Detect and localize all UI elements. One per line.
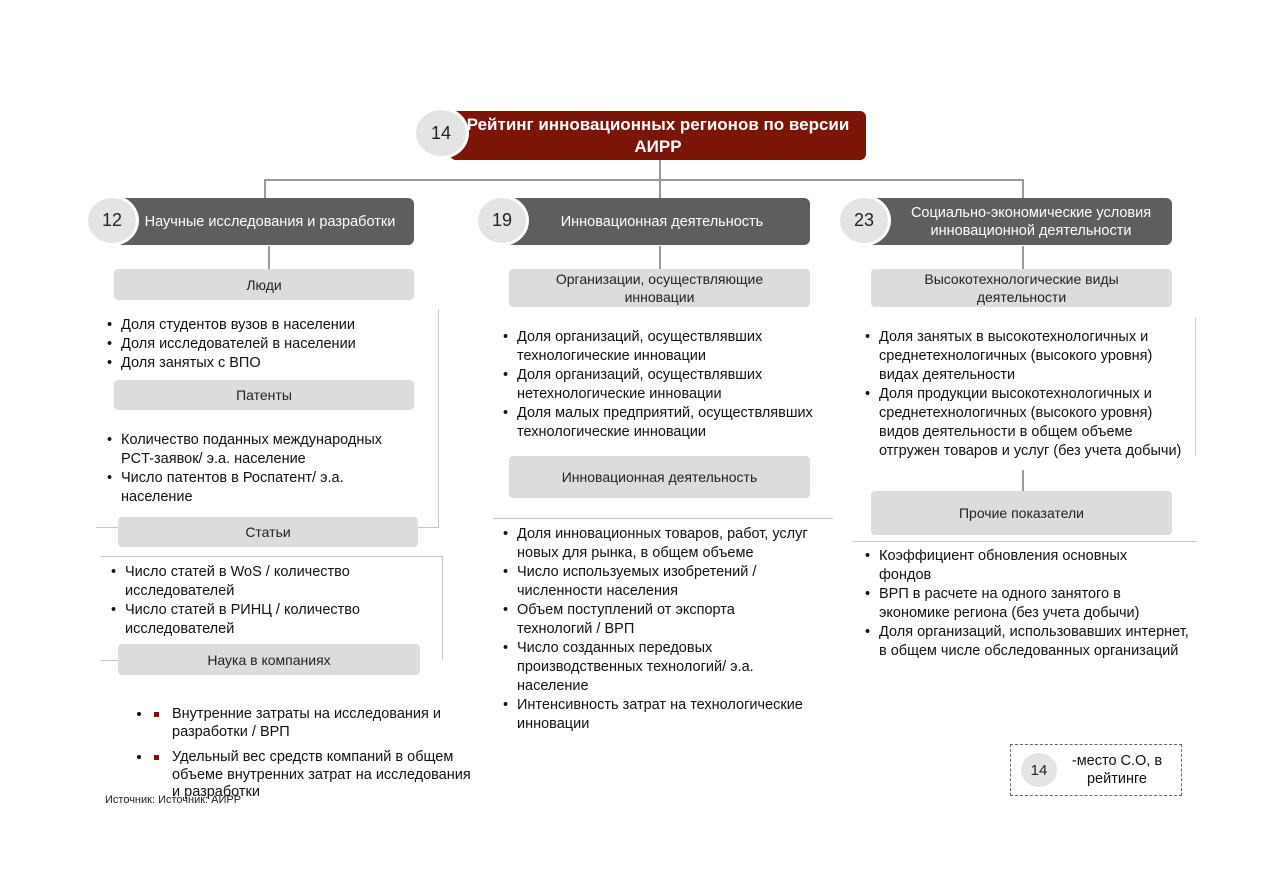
bracket-line [1195, 318, 1196, 456]
column-header-socioeconomic [868, 198, 1172, 245]
indicator-list [865, 547, 1195, 661]
indicator-item: • Доля исследователей в населении [107, 335, 427, 354]
indicator-item: • Число используемых изобретений / численности населения [503, 563, 792, 601]
indicator-list [111, 563, 411, 639]
indicator-item: • Число созданных передовых производственных технологий/ э.а. население [503, 639, 807, 696]
group-label: Наука в компаниях [207, 651, 331, 668]
group-label: Люди [246, 276, 282, 293]
group-header-innovation-activity [509, 456, 810, 498]
indicator-item: • Интенсивность затрат на технологические инновации [503, 696, 838, 734]
indicator-item: • Число статей в РИНЦ / количество исследователей [111, 601, 411, 639]
rating-title [450, 111, 866, 160]
column-header-text: Социально-экономические условия инновационной деятельности [910, 204, 1152, 239]
legend-rank-badge [1021, 753, 1057, 787]
connector-line [1022, 179, 1024, 199]
connector-line [264, 179, 266, 199]
column-header-text: Научные исследования и разработки [144, 213, 396, 230]
column-rank-badge [840, 198, 888, 243]
indicator-item: • Доля занятых в высокотехнологичных и среднетехнологичных (высокого уровня) видах деятельности [865, 328, 1183, 385]
bracket-line [100, 660, 118, 661]
group-header-patents [114, 380, 414, 410]
connector-line [659, 246, 661, 270]
column-rank-badge [478, 198, 526, 243]
group-label: Организации, осуществляющие инновации [555, 271, 764, 305]
legend-text: -место С.О, в рейтинге [1071, 753, 1163, 787]
rating-title-rank-badge [416, 110, 466, 156]
group-label: Высокотехнологические виды деятельности [924, 271, 1119, 305]
rank-value: 14 [430, 122, 452, 143]
indicator-item: • Доля организаций, использовавших интернет, в общем числе обследованных организаций [865, 623, 1195, 661]
bracket-line [442, 556, 443, 660]
indicator-list [107, 316, 427, 373]
group-header-hightech [871, 269, 1172, 307]
rank-value: 23 [853, 210, 875, 230]
group-label: Прочие показатели [958, 505, 1084, 521]
bracket-line [100, 556, 443, 557]
column-rank-badge [88, 198, 136, 243]
group-label: Статьи [245, 524, 291, 540]
source-note: Источник: Источник: АИРР [105, 794, 242, 806]
connector-line [264, 179, 1024, 181]
group-header-other-indicators [871, 491, 1172, 535]
indicator-item: • Внутренние затраты на исследования и разработки / ВРП [152, 706, 482, 741]
indicator-item: • Доля малых предприятий, осуществлявших технологические инновации [503, 404, 848, 442]
indicator-item: • Доля инновационных товаров, работ, услуг новых для рынка, в общем объеме [503, 525, 827, 563]
legend [1010, 744, 1182, 796]
bracket-line [438, 310, 439, 528]
indicator-item: • Доля студентов вузов в населении [107, 316, 427, 335]
rating-title-text: Рейтинг инновационных регионов по версии АИРР [466, 114, 850, 156]
indicator-item: • Доля организаций, осуществлявших технологические инновации [503, 328, 787, 366]
bracket-line [852, 541, 1197, 542]
connector-line [1022, 470, 1024, 492]
indicator-item: • Доля организаций, осуществлявших нетехнологические инновации [503, 366, 787, 404]
group-header-company-science [118, 644, 420, 675]
column-header-innovation [506, 198, 810, 245]
connector-line [659, 160, 661, 180]
column-header-text: Инновационная деятельность [560, 213, 764, 230]
indicator-item: • Число патентов в Роспатент/ э.а. население [107, 469, 419, 507]
rank-value: 12 [101, 210, 123, 230]
bracket-line [493, 518, 833, 519]
connector-line [1022, 246, 1024, 270]
indicator-item: • Коэффициент обновления основных фондов [865, 547, 1164, 585]
connector-line [659, 179, 661, 199]
group-header-people [114, 269, 414, 300]
indicator-list [503, 328, 848, 442]
rank-value: 19 [491, 210, 513, 230]
indicator-item: • Объем поступлений от экспорта технологий / ВРП [503, 601, 767, 639]
group-label: Патенты [236, 387, 292, 403]
indicator-item: • Число статей в WoS / количество исследователей [111, 563, 411, 601]
indicator-list [107, 431, 419, 507]
connector-line [268, 246, 270, 270]
indicator-item: • Доля продукции высокотехнологичных и среднетехнологичных (высокого уровня) видов деятельности в общем объеме отгружен товаров и услуг (без учета добычи) [865, 385, 1183, 461]
indicator-item: • Доля занятых с ВПО [107, 354, 427, 373]
indicator-list [503, 525, 838, 734]
rank-value: 14 [1030, 761, 1048, 779]
indicator-item: • ВРП в расчете на одного занятого в экономике региона (без учета добычи) [865, 585, 1174, 623]
indicator-item: • Удельный вес средств компаний в общем объеме внутренних затрат на исследования и разработки [152, 749, 482, 802]
indicator-item: • Количество поданных международных PCT-заявок/ э.а. население [107, 431, 419, 469]
indicator-list [865, 328, 1183, 461]
group-header-organizations [509, 269, 810, 307]
group-header-articles [118, 517, 418, 547]
group-label: Инновационная деятельность [561, 469, 758, 485]
column-header-research [112, 198, 414, 245]
